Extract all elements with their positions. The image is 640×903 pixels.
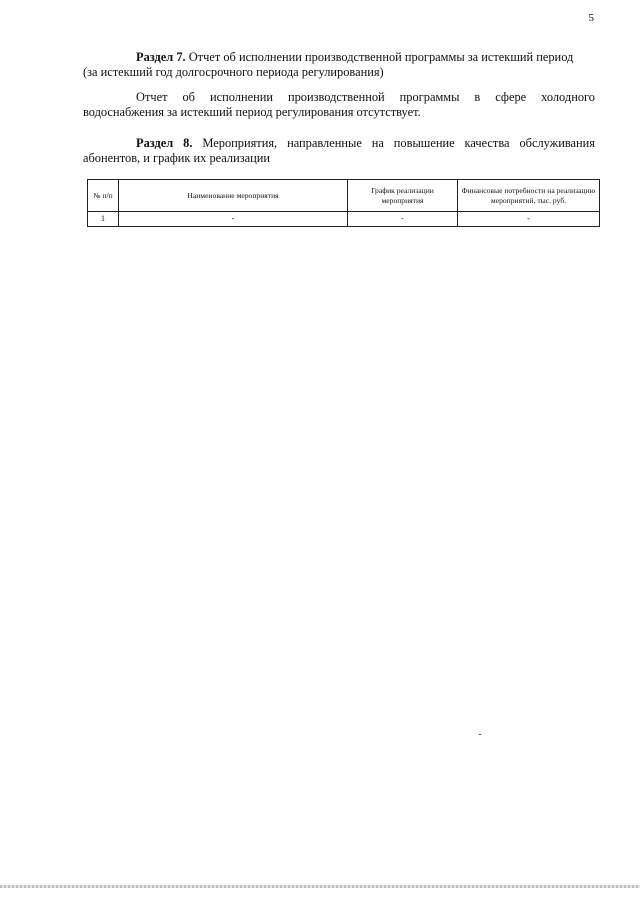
section-7-note-text: Отчет об исполнении производственной программы в сфере холодного водоснабжения за истекший период регулирования отсутствует. (83, 90, 595, 119)
cell-number: 1 (88, 212, 119, 227)
col-header-name: Наименование мероприятия (119, 180, 348, 212)
scan-bottom-edge (0, 885, 640, 888)
section-8-title-text (83, 136, 595, 166)
table-header-row (88, 180, 600, 212)
scan-speck (479, 734, 481, 735)
section-8-heading (83, 136, 595, 166)
events-table (87, 179, 600, 227)
table-row (88, 212, 600, 227)
section-8-title: Мероприятия, направленные на повышение качества обслуживания абонентов, и график их реализации (83, 136, 595, 165)
section-7-heading (83, 50, 595, 80)
col-header-number: № п/п (88, 180, 119, 212)
section-7-subtitle: (за истекший год долгосрочного периода регулирования) (83, 65, 384, 79)
cell-schedule: - (348, 212, 458, 227)
cell-financing: - (458, 212, 600, 227)
section-7-title-line1 (83, 50, 595, 65)
section-7-note (83, 90, 595, 120)
section-7-label: Раздел 7. (136, 50, 186, 64)
page-number: 5 (588, 12, 594, 24)
cell-name: - (119, 212, 348, 227)
col-header-financing: Финансовые потребности на реализацию мероприятий, тыс. руб. (458, 180, 600, 212)
section-7-title: Отчет об исполнении производственной программы за истекший период (185, 50, 574, 64)
col-header-schedule: График реализации мероприятия (348, 180, 458, 212)
section-8-label: Раздел 8. (136, 136, 193, 150)
